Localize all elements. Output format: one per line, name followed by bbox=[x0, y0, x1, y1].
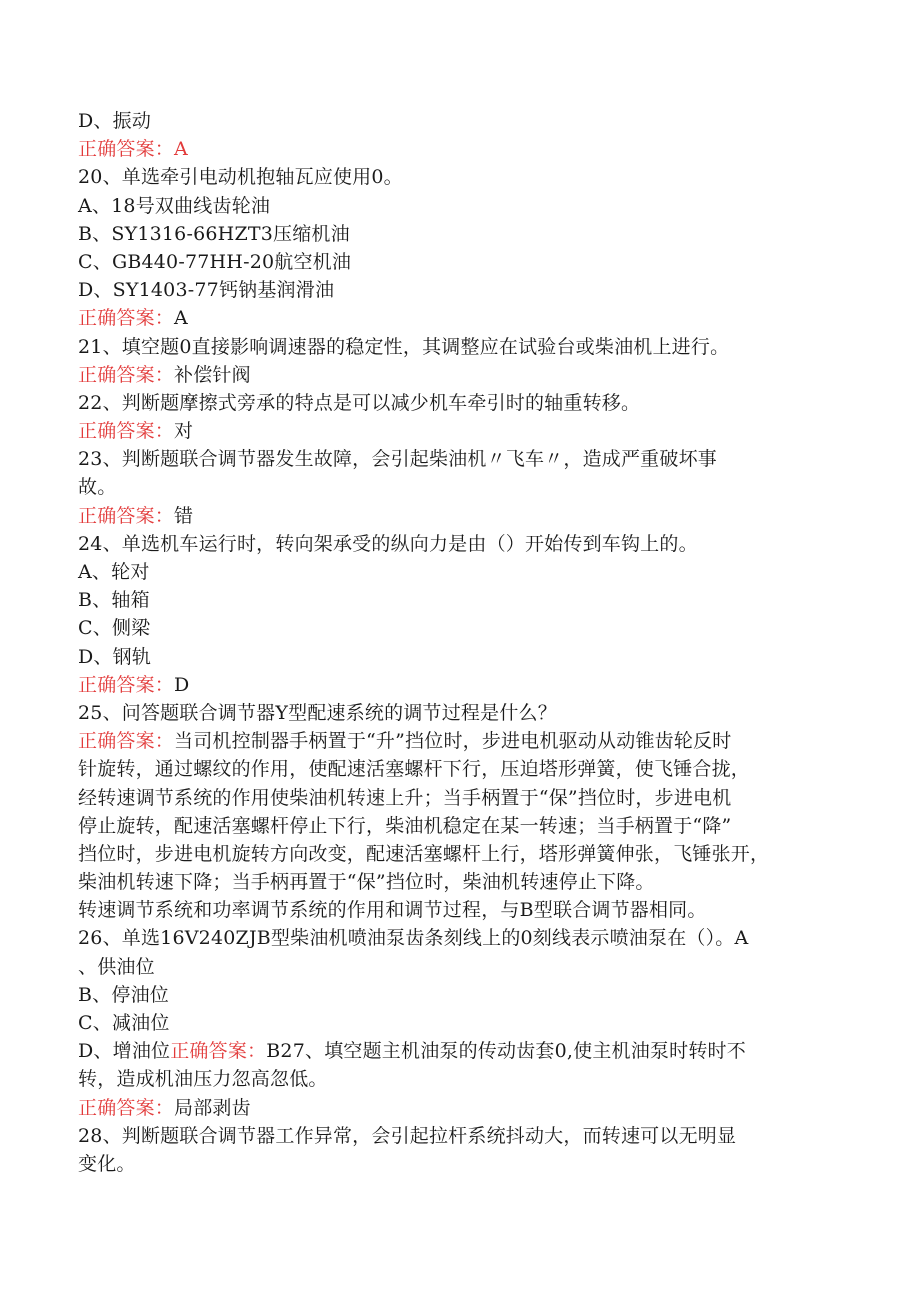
answer-text: 对 bbox=[174, 420, 194, 443]
text-line bbox=[78, 643, 848, 671]
text-line bbox=[78, 699, 848, 727]
answer-label: 正确答案： bbox=[78, 504, 175, 527]
answer-text: 补偿针阀 bbox=[174, 363, 251, 386]
text-line bbox=[78, 1122, 848, 1150]
answer-line bbox=[78, 1037, 848, 1065]
answer-label: 正确答案： bbox=[170, 1040, 267, 1063]
line-text: 28、判断题联合调节器工作异常，会引起拉杆系统抖动大，而转速可以无明显 bbox=[78, 1124, 737, 1147]
answer-line bbox=[78, 727, 848, 755]
text-line bbox=[78, 530, 848, 558]
text-line bbox=[78, 784, 848, 812]
answer-label: 正确答案： bbox=[78, 1096, 175, 1119]
answer-line bbox=[78, 361, 848, 389]
text-line bbox=[78, 1009, 848, 1037]
line-text: C、GB440-77HH-20航空机油 bbox=[78, 250, 352, 273]
answer-text: 局部剥齿 bbox=[174, 1096, 251, 1119]
line-text: C、减油位 bbox=[78, 1012, 170, 1034]
line-text: 20、单选牵引电动机抱轴瓦应使用0。 bbox=[78, 166, 403, 189]
answer-text: 当司机控制器手柄置于“升”挡位时，步进电机驱动从动锥齿轮反时 bbox=[174, 730, 732, 753]
answer-label: 正确答案： bbox=[78, 730, 175, 753]
line-text: 22、判断题摩擦式旁承的特点是可以减少机车牵引时的轴重转移。 bbox=[78, 391, 641, 414]
answer-text: D bbox=[174, 673, 190, 696]
text-line bbox=[78, 1065, 848, 1093]
answer-label: 正确答案： bbox=[78, 307, 175, 330]
line-text: D、钢轨 bbox=[78, 645, 152, 668]
document-page bbox=[78, 107, 848, 1178]
text-line bbox=[78, 755, 848, 783]
text-line bbox=[78, 276, 848, 304]
line-text: 、供油位 bbox=[78, 955, 155, 978]
line-text: 变化。 bbox=[78, 1152, 136, 1175]
text-line bbox=[78, 896, 848, 924]
line-text: 柴油机转速下降；当手柄再置于“保”挡位时，柴油机转速停止下降。 bbox=[78, 871, 655, 894]
text-line bbox=[78, 333, 848, 361]
answer-line bbox=[78, 1094, 848, 1122]
text-line bbox=[78, 953, 848, 981]
answer-label: 正确答案： bbox=[78, 138, 175, 161]
answer-label: 正确答案： bbox=[78, 673, 175, 696]
answer-line bbox=[78, 502, 848, 530]
line-text: D、振动 bbox=[78, 110, 152, 132]
text-line bbox=[78, 107, 848, 135]
answer-line bbox=[78, 417, 848, 445]
text-line bbox=[78, 248, 848, 276]
text-line bbox=[78, 840, 848, 868]
answer-line bbox=[78, 671, 848, 699]
line-text: 针旋转，通过螺纹的作用，使配速活塞螺杆下行，压迫塔形弹簧，使飞锤合拢， bbox=[78, 758, 751, 781]
text-line bbox=[78, 192, 848, 220]
text-line bbox=[78, 473, 848, 501]
line-text: 转速调节系统和功率调节系统的作用和调节过程，与B型联合调节器相同。 bbox=[78, 899, 707, 922]
line-text: 停止旋转，配速活塞螺杆停止下行，柴油机稳定在某一转速；当手柄置于“降” bbox=[78, 814, 732, 837]
answer-line bbox=[78, 304, 848, 332]
text-line bbox=[78, 812, 848, 840]
line-text: 24、单选机车运行时，转向架承受的纵向力是由（）开始传到车钩上的。 bbox=[78, 532, 698, 555]
answer-label: 正确答案： bbox=[78, 363, 175, 386]
line-prefix: D、增油位 bbox=[78, 1040, 171, 1063]
line-text: B、SY1316-66HZT3压缩机油 bbox=[78, 222, 350, 245]
line-text: 故。 bbox=[78, 476, 117, 499]
line-text: 21、填空题0直接影响调速器的稳定性，其调整应在试验台或柴油机上进行。 bbox=[78, 335, 730, 358]
answer-line bbox=[78, 135, 848, 163]
answer-text: A bbox=[174, 138, 188, 161]
text-line bbox=[78, 220, 848, 248]
line-text: A、18号双曲线齿轮油 bbox=[78, 194, 271, 217]
answer-label: 正确答案： bbox=[78, 420, 175, 443]
text-line bbox=[78, 586, 848, 614]
answer-text: A bbox=[174, 307, 188, 330]
line-text: 挡位时，步进电机旋转方向改变，配速活塞螺杆上行，塔形弹簧伸张，飞锤张开， bbox=[78, 842, 770, 865]
text-line bbox=[78, 1150, 848, 1178]
text-line bbox=[78, 614, 848, 642]
text-line bbox=[78, 445, 848, 473]
line-text: C、侧梁 bbox=[78, 617, 151, 640]
line-text: 经转速调节系统的作用使柴油机转速上升；当手柄置于“保”挡位时，步进电机 bbox=[78, 786, 732, 809]
line-text: 转，造成机油压力忽高忽低。 bbox=[78, 1068, 328, 1091]
text-line bbox=[78, 163, 848, 191]
answer-text: 错 bbox=[174, 504, 194, 527]
text-line bbox=[78, 981, 848, 1009]
answer-text: B27、填空题主机油泵的传动齿套0,使主机油泵时转时不 bbox=[266, 1040, 746, 1063]
line-text: 23、判断题联合调节器发生故障，会引起柴油机〃飞车〃，造成严重破坏事 bbox=[78, 448, 717, 471]
text-line bbox=[78, 389, 848, 417]
line-text: D、SY1403-77钙钠基润滑油 bbox=[78, 279, 335, 302]
line-text: A、轮对 bbox=[78, 561, 150, 583]
line-text: 25、问答题联合调节器Y型配速系统的调节过程是什么？ bbox=[78, 701, 557, 724]
line-text: B、停油位 bbox=[78, 983, 169, 1006]
text-line bbox=[78, 924, 848, 952]
text-line bbox=[78, 868, 848, 896]
line-text: B、轴箱 bbox=[78, 589, 150, 612]
line-text: 26、单选16V240ZJB型柴油机喷油泵齿条刻线上的0刻线表示喷油泵在（）。A bbox=[78, 927, 749, 950]
text-line bbox=[78, 558, 848, 586]
